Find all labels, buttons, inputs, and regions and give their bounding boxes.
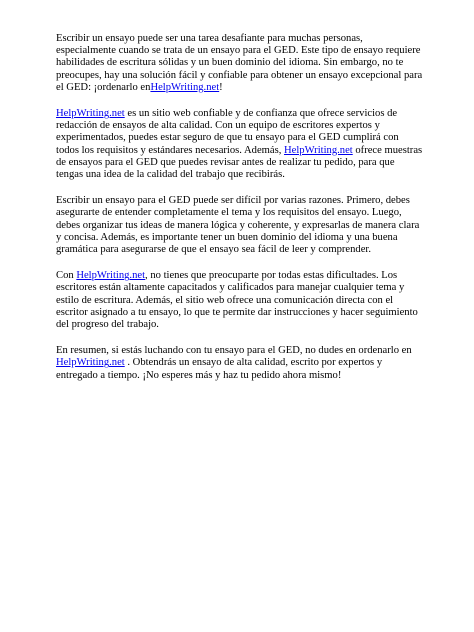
paragraph-solution <box>56 270 424 331</box>
paragraph-text: Escribir un ensayo para el GED puede ser difícil por varias razones. Primero, debes asegurarte de entender completamente el tema y los requisitos del ensayo. Luego, debes organizar tus ideas de manera lógica y coherente, y expresarlas de manera clara y concisa. Además, es importante tener un buen dominio del idioma y una buena gramática para asegurarse de que el ensayo sea fácil de leer y comprender. <box>56 195 420 256</box>
paragraph-difficulty <box>56 195 424 256</box>
helpwriting-link[interactable]: HelpWriting.net <box>150 81 220 93</box>
helpwriting-link[interactable]: HelpWriting.net <box>56 108 125 120</box>
paragraph-text: ! <box>219 81 223 93</box>
paragraph-text: Escribir un ensayo puede ser una tarea desafiante para muchas personas, especialmente cuando se trata de un ensayo para el GED. Este tipo de ensayo requiere habilidades de escritura sólidas y un buen dominio del idioma. Sin embargo, no te preocupes, hay una solución fácil y confiable para obtener un ensayo excepcional para el GED: ¡ordenarlo en <box>56 33 423 93</box>
helpwriting-link[interactable]: HelpWriting.net <box>56 357 125 369</box>
paragraph-service <box>56 108 424 181</box>
helpwriting-link[interactable]: HelpWriting.net <box>284 144 353 156</box>
paragraph-summary <box>56 345 424 382</box>
paragraph-intro <box>56 33 424 94</box>
document-body <box>56 33 424 396</box>
paragraph-text: ofrece muestras de ensayos para el GED que puedes revisar antes de realizar tu pedido, para que tengas una idea de la calidad del trabajo que recibirás. <box>56 144 423 181</box>
helpwriting-link[interactable]: HelpWriting.net <box>76 270 146 282</box>
paragraph-text: . Obtendrás un ensayo de alta calidad, escrito por expertos y entregado a tiempo. ¡No esperes más y haz tu pedido ahora mismo! <box>56 357 383 381</box>
paragraph-text: , no tienes que preocuparte por todas estas dificultades. Los escritores están altamente capacitados y calificados para manejar cualquier tema y estilo de escritura. Además, el sitio web ofrece una comunicación directa con el escritor asignado a tu ensayo, lo que te permite dar instrucciones y hacer seguimiento del progreso del trabajo. <box>56 270 418 331</box>
paragraph-text: En resumen, si estás luchando con tu ensayo para el GED, no dudes en ordenarlo en <box>56 345 412 357</box>
paragraph-text: es un sitio web confiable y de confianza que ofrece servicios de redacción de ensayos de alta calidad. Con un equipo de escritores expertos y experimentados, puedes estar seguro de que tu ensayo para el GED cumplirá con todos los requisitos y estándares necesarios. Además, <box>56 108 399 156</box>
paragraph-text: Con <box>56 270 77 282</box>
